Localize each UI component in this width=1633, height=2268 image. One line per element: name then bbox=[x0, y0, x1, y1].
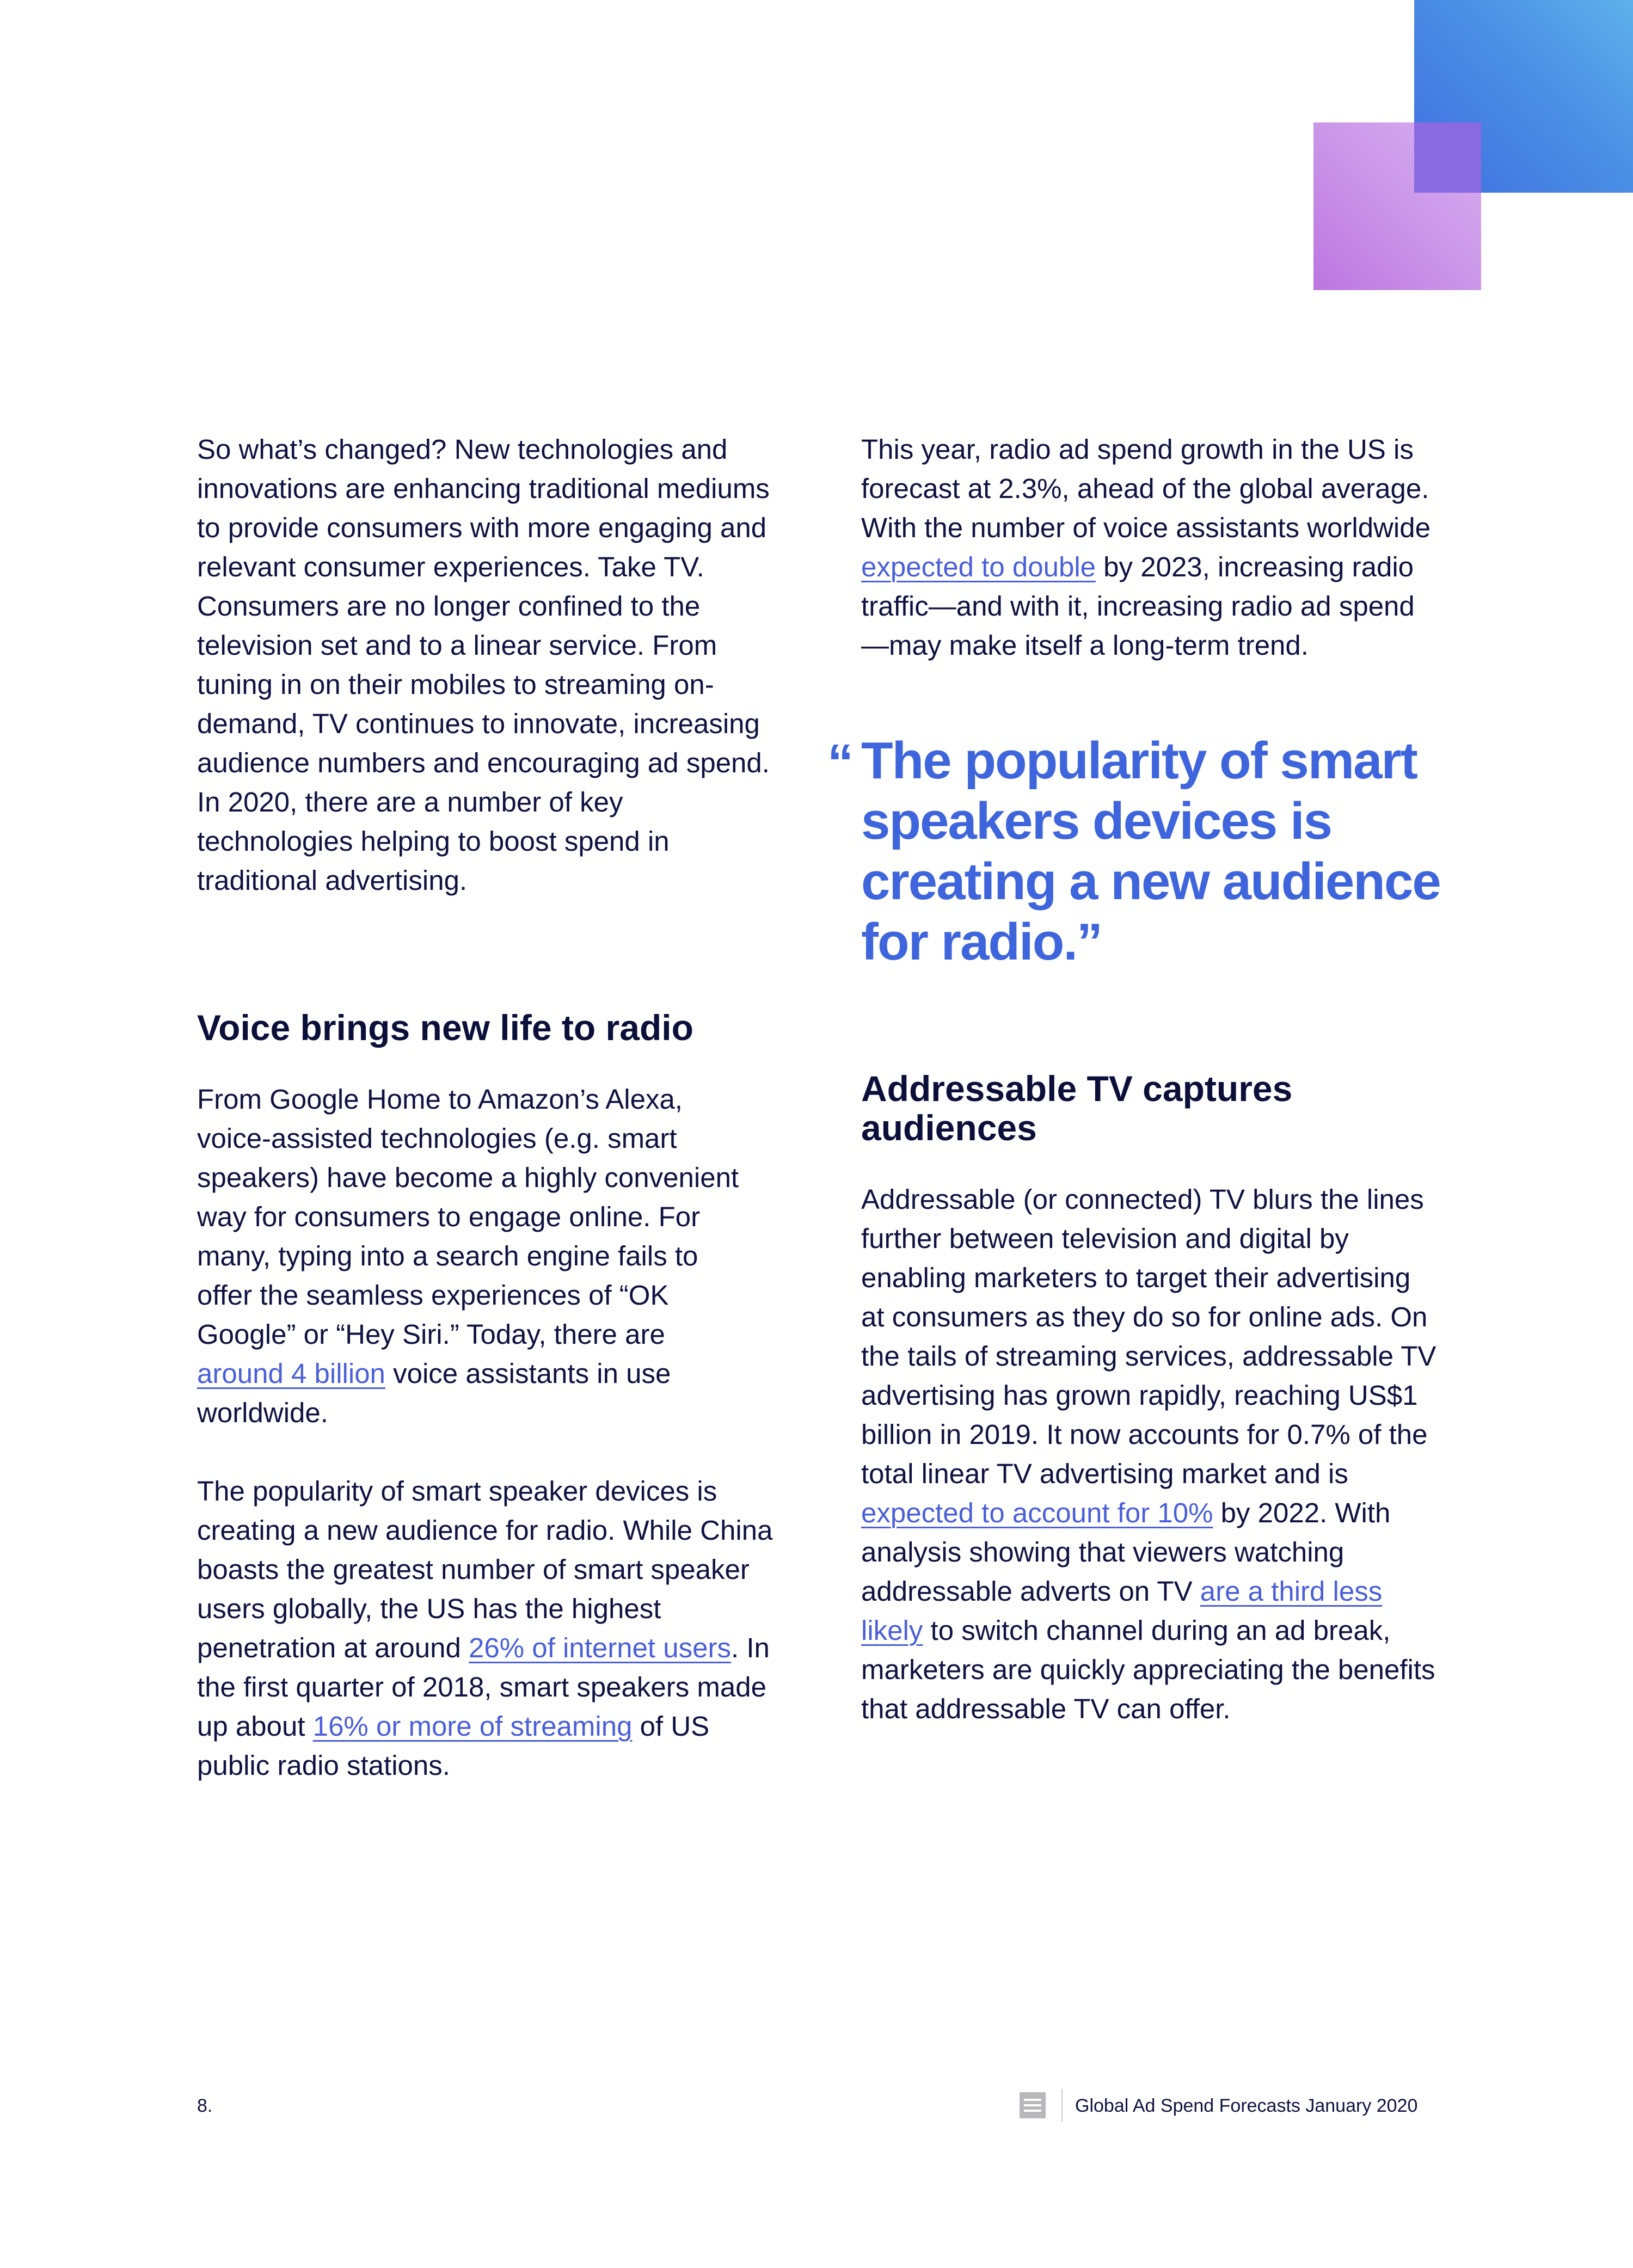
page-number: 8. bbox=[197, 2095, 213, 2116]
tv-p-text-mid: by 2022. With analysis showing that viewers watching addressable adverts on TV bbox=[861, 1497, 1391, 1607]
right-column bbox=[827, 430, 1449, 1729]
link-around-4-billion[interactable]: around 4 billion bbox=[197, 1358, 385, 1389]
voice-p2-text-before: The popularity of smart speaker devices is creating a new audience for radio. While China boasts the greatest number of smart speaker users globally, the US has the highest penetration at around bbox=[197, 1476, 773, 1663]
intro-paragraph: So what’s changed? New technologies and innovations are enhancing traditional mediums to provide consumers with more engaging and relevant consumer experiences. Take TV. Consumers are no longer confined to the television set and to a linear service. From tuning in on their mobiles to streaming on-demand, TV continues to innovate, increasing audience numbers and encouraging ad spend. In 2020, there are a number of key technologies helping to boost spend in traditional advertising. bbox=[197, 434, 770, 896]
section-heading-addressable-tv: Addressable TV captures audiences bbox=[861, 1068, 1293, 1148]
decorative-overlap-square bbox=[1414, 122, 1481, 193]
link-16-percent-streaming[interactable]: 16% or more of streaming bbox=[312, 1711, 633, 1742]
voice-p2-text-mid: . In the first quarter of 2018, smart speakers made up about bbox=[197, 1632, 770, 1742]
tv-p-text-after: to switch channel during an ad break, marketers are quickly appreciating the benefits that addressable TV can offer. bbox=[861, 1615, 1435, 1724]
link-expected-to-account-for-10-percent[interactable]: expected to account for 10% bbox=[861, 1497, 1213, 1528]
voice-p1-text-before: From Google Home to Amazon’s Alexa, voice-assisted technologies (e.g. smart speakers) have become a highly convenient way for consumers to engage online. For many, typing into a search engine fails to offer the seamless experiences of “OK Google” or “Hey Siri.” Today, there are bbox=[197, 1084, 739, 1350]
publisher-logo-icon bbox=[1020, 2092, 1046, 2118]
pull-quote-text: The popularity of smart speakers devices is creating a new audience for radio.” bbox=[861, 732, 1440, 971]
quote-open-mark: “ bbox=[827, 734, 852, 792]
radio-p-text-before: This year, radio ad spend growth in the US is forecast at 2.3%, ahead of the global average. With the number of voice assistants worldwide bbox=[861, 434, 1431, 543]
addressable-tv-paragraph bbox=[861, 1180, 1438, 1729]
left-column bbox=[197, 430, 774, 1785]
radio-p-text-after: by 2023, increasing radio traffic—and with it, increasing radio ad spend—may make itself a long-term trend. bbox=[861, 551, 1415, 661]
link-a-third-less-likely[interactable]: are a third less likely bbox=[861, 1576, 1383, 1646]
voice-paragraph-2 bbox=[197, 1472, 779, 1785]
footer-document-title: Global Ad Spend Forecasts January 2020 bbox=[1075, 2095, 1418, 2116]
section-heading-voice: Voice brings new life to radio bbox=[197, 1007, 693, 1048]
tv-p-text-before: Addressable (or connected) TV blurs the lines further between television and digital by enabling marketers to target their advertising at consumers as they do so for online ads. On the tails of streaming services, addressable TV advertising has grown rapidly, reaching US$1 billion in 2019. It now accounts for 0.7% of the total linear TV advertising market and is bbox=[861, 1184, 1436, 1489]
voice-paragraph-1 bbox=[197, 1080, 758, 1433]
footer-divider bbox=[1061, 2089, 1063, 2122]
voice-p2-text-after: of US public radio stations. bbox=[197, 1711, 710, 1781]
voice-p1-text-after: voice assistants in use worldwide. bbox=[197, 1358, 671, 1428]
link-26-percent-internet-users[interactable]: 26% of internet users bbox=[469, 1632, 731, 1663]
pull-quote bbox=[827, 730, 1449, 972]
radio-paragraph bbox=[861, 430, 1433, 665]
link-expected-to-double[interactable]: expected to double bbox=[861, 551, 1096, 582]
